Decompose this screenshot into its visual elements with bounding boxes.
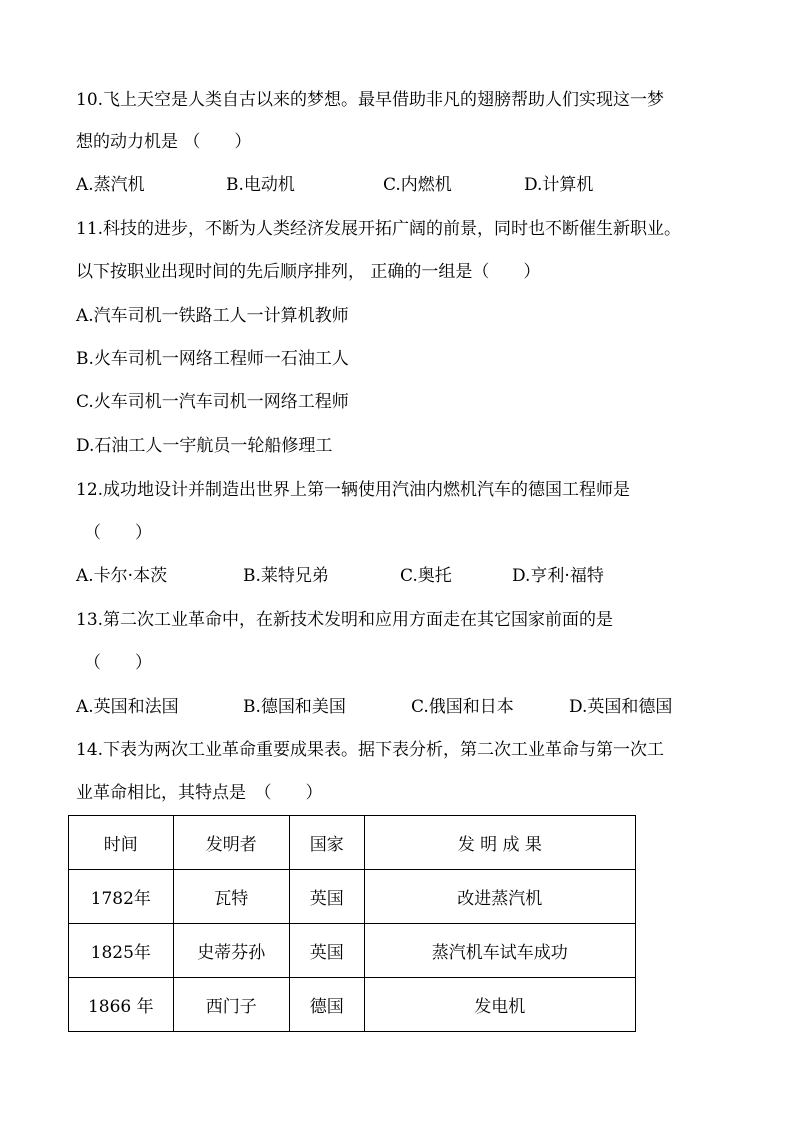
q11-stem-line1: 11.科技的进步，不断为人类经济发展开拓广阔的前景，同时也不断催生新职业。	[76, 219, 682, 239]
cell-country: 德国	[289, 978, 364, 1032]
q10-option-d: D.计算机	[524, 175, 594, 195]
cell-time: 1825年	[69, 924, 174, 978]
q11-option-a: A.汽车司机一铁路工人一计算机教师	[76, 306, 349, 326]
cell-inventor: 史蒂芬孙	[173, 924, 289, 978]
q12-option-d: D.亨利·福特	[512, 566, 604, 586]
cell-inventor: 西门子	[173, 978, 289, 1032]
q12-stem-line1: 12.成功地设计并制造出世界上第一辆使用汽油内燃机汽车的德国工程师是	[76, 480, 631, 500]
q12-option-a: A.卡尔·本茨	[76, 566, 168, 586]
header-country: 国家	[289, 816, 364, 870]
cell-achievement: 蒸汽机车试车成功	[364, 924, 635, 978]
table-row	[69, 978, 636, 1032]
header-achievement: 发 明 成 果	[364, 816, 635, 870]
table-row	[69, 870, 636, 924]
table-row	[69, 924, 636, 978]
q14-stem-line2: 业革命相比，其特点是 （ ）	[76, 783, 323, 803]
cell-time: 1866 年	[69, 978, 174, 1032]
cell-country: 英国	[289, 870, 364, 924]
q13-option-b: B.德国和美国	[243, 697, 346, 717]
q10-option-c: C.内燃机	[383, 175, 452, 195]
q10-stem-line2: 想的动力机是 （ ）	[76, 132, 252, 152]
table-header-row	[69, 816, 636, 870]
cell-time: 1782年	[69, 870, 174, 924]
q10-option-a: A.蒸汽机	[76, 175, 145, 195]
q11-option-c: C.火车司机一汽车司机一网络工程师	[76, 392, 349, 412]
q13-stem-line1: 13.第二次工业革命中，在新技术发明和应用方面走在其它国家前面的是	[76, 610, 614, 630]
cell-achievement: 改进蒸汽机	[364, 870, 635, 924]
q13-option-a: A.英国和法国	[76, 697, 179, 717]
cell-achievement: 发电机	[364, 978, 635, 1032]
q10-stem-line1: 10.飞上天空是人类自古以来的梦想。最早借助非凡的翅膀帮助人们实现这一梦	[76, 90, 665, 110]
cell-inventor: 瓦特	[173, 870, 289, 924]
q13-stem-line2: （ ）	[84, 653, 152, 673]
q11-option-b: B.火车司机一网络工程师一石油工人	[76, 349, 349, 369]
q13-option-d: D.英国和德国	[569, 697, 673, 717]
q12-stem-line2: （ ）	[84, 523, 152, 543]
q12-option-b: B.莱特兄弟	[243, 566, 329, 586]
q12-option-c: C.奥托	[400, 566, 452, 586]
q13-option-c: C.俄国和日本	[411, 697, 514, 717]
q14-stem-line1: 14.下表为两次工业革命重要成果表。据下表分析，第二次工业革命与第一次工	[76, 740, 665, 760]
q10-option-b: B.电动机	[226, 175, 295, 195]
header-time: 时间	[69, 816, 174, 870]
q11-stem-line2: 以下按职业出现时间的先后顺序排列， 正确的一组是（ ）	[76, 262, 541, 282]
industrial-revolution-table	[68, 815, 636, 1032]
q11-option-d: D.石油工人一宇航员一轮船修理工	[76, 436, 333, 456]
header-inventor: 发明者	[173, 816, 289, 870]
cell-country: 英国	[289, 924, 364, 978]
